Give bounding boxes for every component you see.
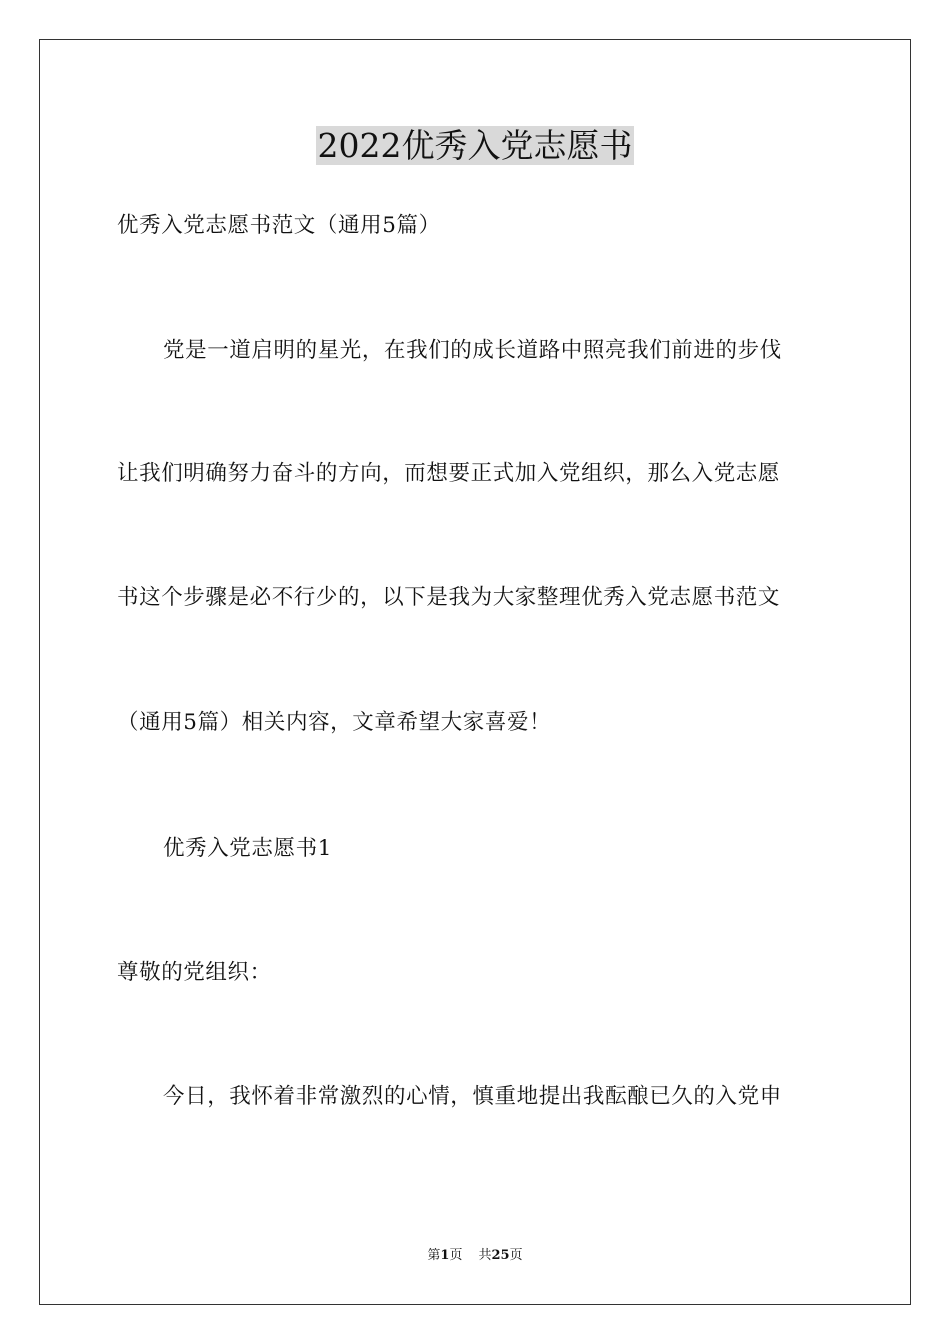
footer-page-total: 25 (491, 1248, 510, 1263)
document-title-text: 2022优秀入党志愿书 (317, 126, 633, 165)
document-title (0, 122, 950, 170)
footer-total-suffix: 页 (509, 1248, 523, 1263)
paragraph-line: 书这个步骤是必不行少的，以下是我为大家整理优秀入党志愿书范文 (117, 585, 781, 610)
paragraph-line: 党是一道启明的星光，在我们的成长道路中照亮我们前进的步伐 (163, 338, 782, 363)
salutation: 尊敬的党组织： (117, 960, 272, 985)
section-heading: 优秀入党志愿书1 (163, 836, 332, 861)
footer-page-prefix: 第 (427, 1248, 441, 1263)
paragraph-line: （通用5篇）相关内容，文章希望大家喜爱！ (117, 710, 552, 735)
subtitle: 优秀入党志愿书范文（通用5篇） (117, 213, 441, 238)
footer-page-current: 1 (440, 1248, 450, 1263)
paragraph-line: 让我们明确努力奋斗的方向，而想要正式加入党组织，那么入党志愿 (117, 461, 781, 486)
body-line: 今日，我怀着非常激烈的心情，慎重地提出我酝酿已久的入党申 (163, 1084, 782, 1109)
page-footer (0, 1247, 950, 1265)
footer-total-prefix: 共 (478, 1248, 492, 1263)
footer-page-suffix: 页 (449, 1248, 463, 1263)
